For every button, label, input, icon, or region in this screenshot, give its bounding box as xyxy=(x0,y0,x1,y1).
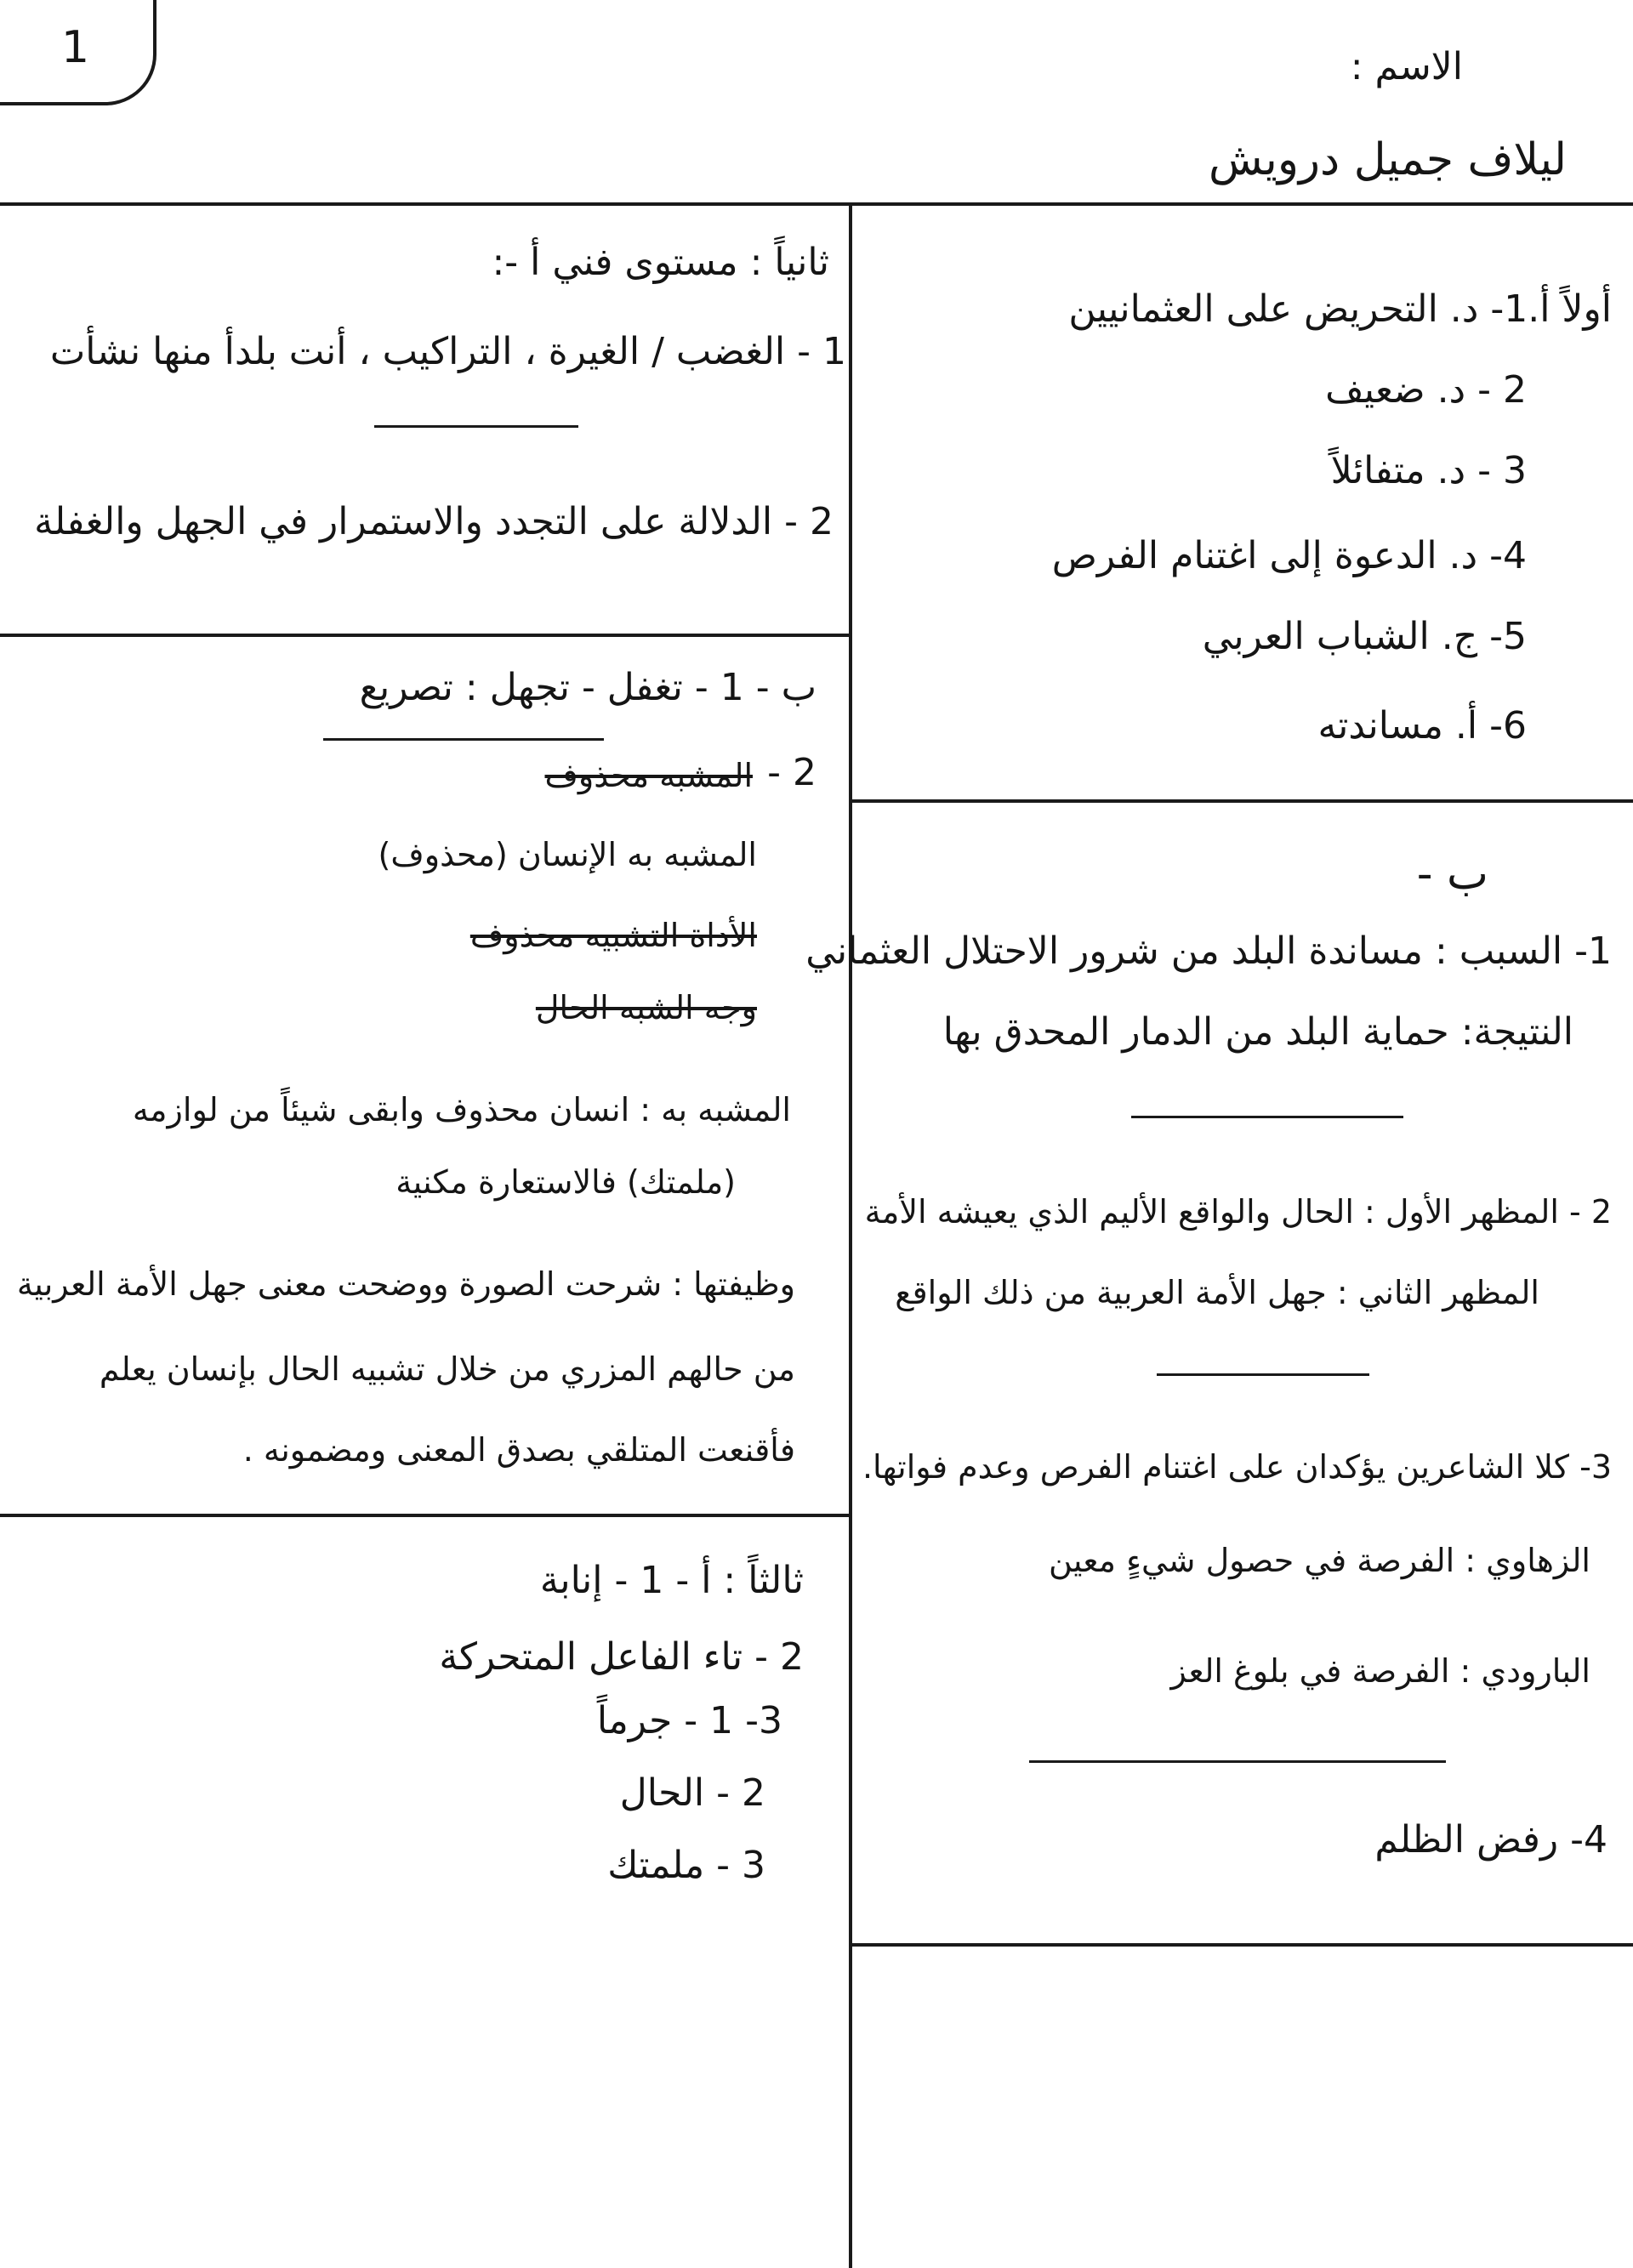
answer-item: 4- د. الدعوة إلى اغتنام الفرص xyxy=(1051,534,1527,577)
separator xyxy=(374,425,578,428)
answer-item: 2 - الحال xyxy=(619,1771,765,1815)
separator xyxy=(1157,1373,1369,1376)
separator xyxy=(1131,1116,1403,1118)
answer-item: من حالهم المزري من خلال تشبيه الحال بإنسان يعلم xyxy=(99,1350,795,1388)
answer-item: النتيجة: حماية البلد من الدمار المحدق بها xyxy=(942,1010,1573,1054)
answer-item: المشبه به الإنسان (محذوف) xyxy=(378,836,757,873)
page-number: 1 xyxy=(61,22,90,73)
student-name: ليلاف جميل درويش xyxy=(1209,134,1567,185)
answer-item: 6- أ. مساندته xyxy=(1317,704,1527,747)
answer-item: وظيفتها : شرحت الصورة ووضحت معنى جهل الأمة العربية xyxy=(16,1265,795,1303)
answer-item: المظهر الثاني : جهل الأمة العربية من ذلك الواقع xyxy=(895,1274,1539,1311)
answer-item: 2 - الدلالة على التجدد والاستمرار في الجهل والغفلة xyxy=(34,500,834,543)
answer-item: فأقنعت المتلقي بصدق المعنى ومضمونه . xyxy=(242,1431,795,1469)
answer-item: 3 - ملمتك xyxy=(607,1844,765,1887)
struck-text: وجه الشبه الحال xyxy=(535,989,757,1026)
struck-text: الأداة التشبيه محذوف xyxy=(469,917,757,954)
answer-item: 2 - د. ضعيف xyxy=(1325,368,1527,412)
answer-item: ب - 1 - تغفل - تجهل : تصريع xyxy=(359,666,816,709)
answer-item: 3- كلا الشاعرين يؤكدان على اغتنام الفرص وعدم فواتها. xyxy=(862,1448,1612,1486)
answer-item: المشبه به : انسان محذوف وابقى شيئاً من لوازمه xyxy=(132,1091,791,1128)
section-heading: ثالثاً : أ - 1 - إنابة xyxy=(539,1559,804,1602)
right-divider-2 xyxy=(852,1943,1633,1947)
column-divider xyxy=(849,206,852,2268)
answer-item: 2 - تاء الفاعل المتحركة xyxy=(439,1635,804,1679)
answer-item: البارودي : الفرصة في بلوغ العز xyxy=(1170,1652,1590,1690)
right-divider-1 xyxy=(852,799,1633,803)
separator xyxy=(1029,1760,1446,1763)
left-divider-2 xyxy=(0,1514,849,1517)
answer-item: 1- السبب : مساندة البلد من شرور الاحتلال العثماني xyxy=(805,929,1612,973)
section-heading: ب - xyxy=(1416,849,1488,900)
answer-item: 1 - الغضب / الغيرة ، التراكيب ، أنت بلدأ منها نشأت xyxy=(49,330,846,373)
header-divider xyxy=(0,202,1633,206)
answer-item: 5- ج. الشباب العربي xyxy=(1202,615,1527,658)
answer-item: 2 - xyxy=(767,751,816,794)
name-label: الاسم : xyxy=(1350,45,1463,88)
answer-item: (ملمتك) فالاستعارة مكنية xyxy=(395,1163,736,1201)
answer-item: 3- 1 - جرماً xyxy=(596,1699,782,1742)
answer-item: 2 - المظهر الأول : الحال والواقع الأليم الذي يعيشه الأمة xyxy=(864,1193,1612,1231)
left-divider-1 xyxy=(0,634,849,637)
answer-item: أولاً أ.1- د. التحريض على العثمانيين xyxy=(1068,287,1612,331)
separator xyxy=(323,738,604,741)
struck-text: المشبه محذوف xyxy=(544,757,753,794)
answer-item: الزهاوي : الفرصة في حصول شيءٍ معين xyxy=(1048,1542,1590,1579)
section-heading: ثانياً : مستوى فني أ -: xyxy=(492,241,829,284)
answer-item: 3 - د. متفائلاً xyxy=(1330,449,1527,492)
answer-item: 4- رفض الظلم xyxy=(1374,1818,1607,1862)
